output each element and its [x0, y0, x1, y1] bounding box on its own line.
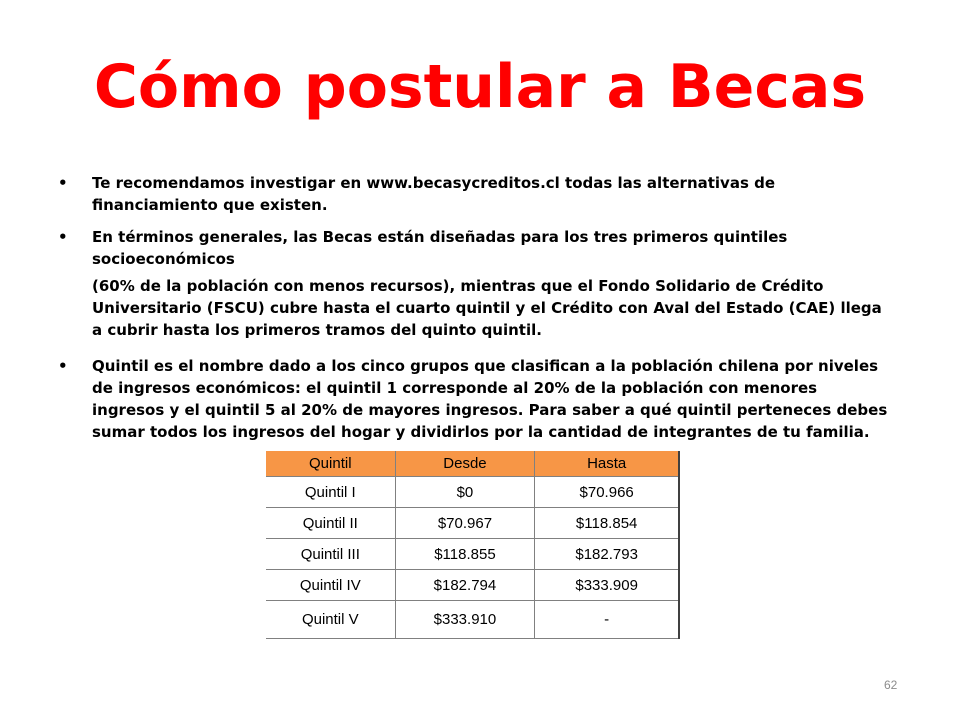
- bullet-list: [56, 172, 894, 443]
- table-row: [266, 508, 679, 539]
- table-cell-hasta: $118.854: [535, 508, 679, 539]
- table-cell-quintil: Quintil II: [266, 508, 395, 539]
- table-row: [266, 477, 679, 508]
- table-header-row: [266, 451, 679, 477]
- table-cell-quintil: Quintil V: [266, 601, 395, 639]
- bullet-text-line1: En términos generales, las Becas están diseñadas para los tres primeros quintiles socioeconómicos: [92, 228, 788, 268]
- column-header-quintil: Quintil: [266, 451, 395, 477]
- table-cell-quintil: Quintil III: [266, 539, 395, 570]
- bullet-text: Quintil es el nombre dado a los cinco grupos que clasifican a la población chilena por niveles de ingresos económicos: el quintil 1 corresponde al 20% de la población con menores ingresos y el quintil 5 al 20% de mayores ingresos. Para saber a qué quintil perteneces debes sumar todos los ingresos del hogar y dividirlos por la cantidad de integrantes de tu familia.: [92, 357, 888, 441]
- bullet-text-line2: (60% de la población con menos recursos), mientras que el Fondo Solidario de Crédito Universitario (FSCU) cubre hasta el cuarto quintil y el Crédito con Aval del Estado (CAE) llega a cubrir hasta los primeros tramos del quinto quintil.: [92, 277, 882, 339]
- table-cell-desde: $333.910: [395, 601, 535, 639]
- bullet-item-becas: [56, 226, 894, 341]
- table-cell-hasta: -: [535, 601, 679, 639]
- table-cell-desde: $182.794: [395, 570, 535, 601]
- bullet-dot-icon: •: [58, 174, 68, 192]
- table-row: [266, 570, 679, 601]
- bullet-text: Te recomendamos investigar en www.becasycreditos.cl todas las alternativas de financiamiento que existen.: [92, 174, 776, 214]
- table-cell-hasta: $182.793: [535, 539, 679, 570]
- bullet-dot-icon: •: [58, 228, 68, 246]
- slide-title: Cómo postular a Becas: [93, 52, 867, 122]
- table-cell-quintil: Quintil I: [266, 477, 395, 508]
- bullet-dot-icon: •: [58, 357, 68, 375]
- table-row: [266, 601, 679, 639]
- table-cell-quintil: Quintil IV: [266, 570, 395, 601]
- bullet-item-quintil: [56, 355, 894, 443]
- quintile-table: [266, 451, 680, 639]
- table-cell-hasta: $70.966: [535, 477, 679, 508]
- column-header-hasta: Hasta: [535, 451, 679, 477]
- table-cell-desde: $0: [395, 477, 535, 508]
- table-cell-desde: $118.855: [395, 539, 535, 570]
- page-number: 62: [884, 678, 898, 692]
- table-row: [266, 539, 679, 570]
- column-header-desde: Desde: [395, 451, 535, 477]
- table-cell-desde: $70.967: [395, 508, 535, 539]
- bullet-item-financing: [56, 172, 894, 216]
- table-cell-hasta: $333.909: [535, 570, 679, 601]
